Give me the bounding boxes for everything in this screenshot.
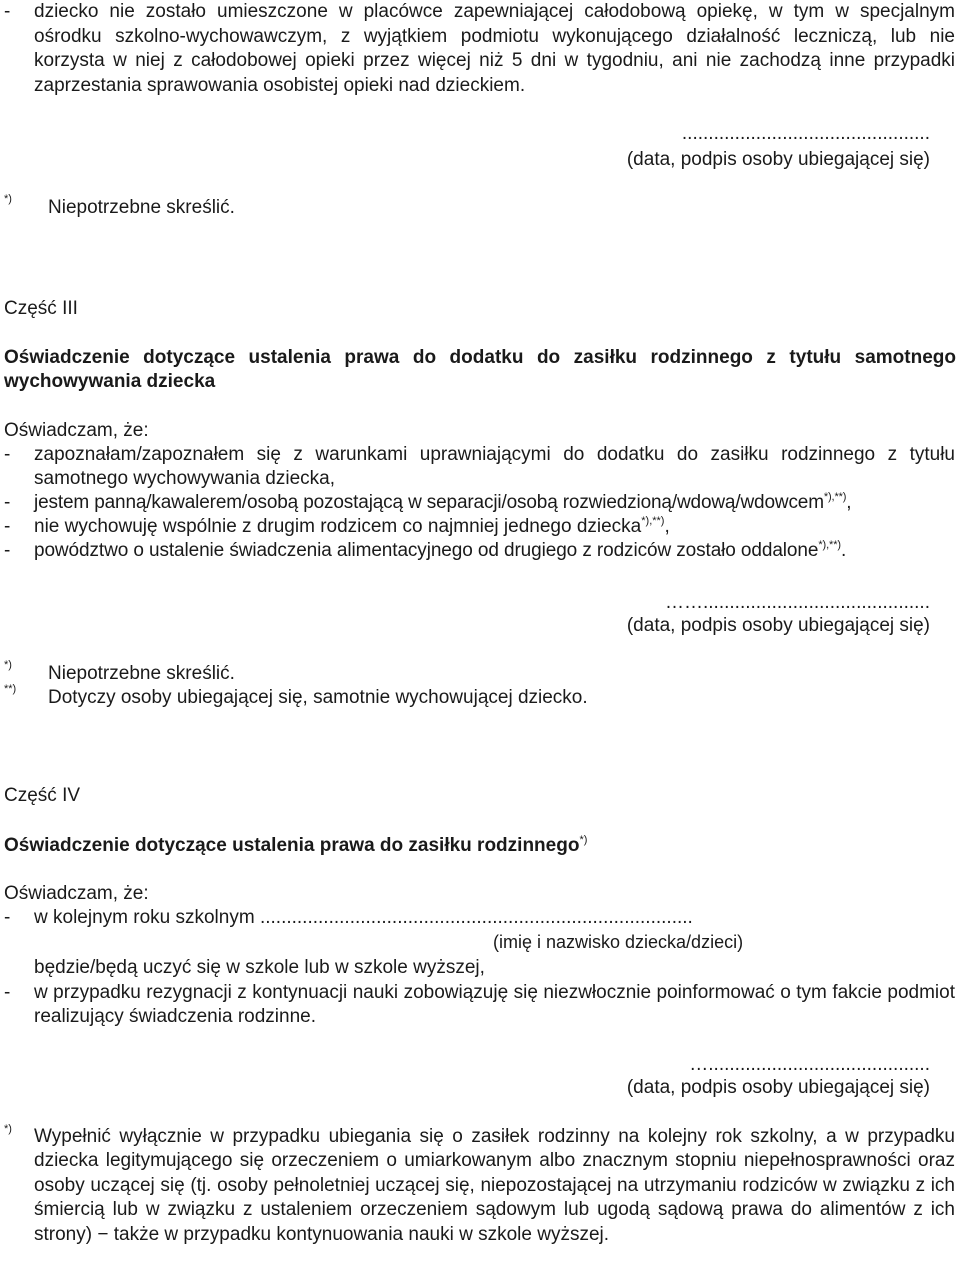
list-item-text: zapoznałam/zapoznałem się z warunkami uprawniającymi do dodatku do zasiłku rodzinnego z tytułu samotnego wychowywania dziecka, — [34, 444, 955, 489]
list-dash: - — [4, 907, 11, 928]
signature-dots: ……........................................... — [665, 592, 930, 613]
footnote-mark: *) — [4, 1123, 12, 1135]
part3-intro: Oświadczam, że: — [4, 420, 149, 441]
signature-label: (data, podpis osoby ubiegającej się) — [626, 615, 930, 636]
list-item — [34, 491, 955, 515]
list-item-text: jestem panną/kawalerem/osobą pozostającą w separacji/osobą rozwiedzioną/wdową/wdowcem — [34, 492, 824, 513]
part4-intro: Oświadczam, że: — [4, 883, 149, 904]
list-item-tail: , — [846, 492, 852, 513]
footnote-text: Dotyczy osoby ubiegającej się, samotnie wychowującej dziecko. — [48, 687, 588, 708]
list-dash: - — [4, 516, 11, 537]
list-item-text: powództwo o ustalenie świadczenia alimentacyjnego od drugiego z rodziców zostało oddalone — [34, 540, 819, 561]
part3-list — [0, 443, 960, 563]
footnote-text: Wypełnić wyłącznie w przypadku ubiegania się o zasiłek rodzinny na kolejny rok szkolny, a w przypadku dziecka legitymującego się orzeczeniem o umiarkowanym albo znacznym stopniu niepełnosprawności oraz osoby uczącej się (tj. osoby pełnoletniej uczącej się, niepozostającej na utrzymaniu rodziców w związku z ich śmiercią lub w związku z ustaleniem orzeczeniem sądowym lub ugodą sądową prawa do alimentów z ich strony) − także w przypadku kontynuowania nauki w szkole wyższej. — [34, 1126, 955, 1245]
list-item-tail: . — [840, 540, 847, 561]
list-dash: - — [4, 492, 11, 513]
footnote-ref: *),**) — [641, 514, 665, 527]
list-item — [34, 515, 955, 539]
part3-title: Oświadczenie dotyczące ustalenia prawa do dodatku do zasiłku rodzinnego z tytułu samotnego wychowywania dziecka — [4, 347, 956, 392]
part3-heading: Część III — [4, 298, 78, 319]
footnote-mark: *) — [4, 193, 12, 205]
list-item-text: nie wychowuję wspólnie z drugim rodzicem co najmniej jednego dziecka — [34, 516, 642, 537]
footnote-ref: *),**) — [818, 538, 841, 551]
footnote-text: Niepotrzebne skreślić. — [48, 197, 235, 218]
part4-heading: Część IV — [4, 785, 81, 806]
signature-dots: ….......................................... — [689, 1054, 930, 1075]
footnote-mark: **) — [4, 683, 17, 695]
footnote-ref: *) — [579, 833, 588, 846]
top-list-item — [0, 0, 960, 100]
field-caption: (imię i nazwisko dziecka/dzieci) — [493, 932, 744, 952]
signature-label: (data, podpis osoby ubiegającej się) — [626, 149, 930, 170]
part4-title-text: Oświadczenie dotyczące ustalenia prawa do zasiłku rodzinnego — [4, 835, 580, 856]
part4-title — [4, 834, 587, 858]
signature-dots: ............................................... — [681, 123, 930, 144]
list-dash: - — [4, 982, 11, 1003]
school-year-item: w kolejnym roku szkolnym .................................................................................. — [34, 907, 693, 928]
list-item — [34, 539, 955, 563]
list-item-tail: , — [664, 516, 670, 537]
footnote-mark: *) — [4, 659, 12, 671]
footnote-text: Niepotrzebne skreślić. — [48, 663, 235, 684]
list-item-text: w przypadku rezygnacji z kontynuacji nauki zobowiązuję się niezwłocznie poinformować o tym fakcie podmiot realizujący świadczenia rodzinne. — [34, 982, 955, 1027]
footnote-ref: *),**) — [823, 490, 847, 503]
list-dash: - — [4, 540, 11, 561]
list-dash: - — [4, 444, 11, 465]
signature-label: (data, podpis osoby ubiegającej się) — [626, 1077, 930, 1098]
list-item-text: dziecko nie zostało umieszczone w placówce zapewniającej całodobową opiekę, w tym w specjalnym ośrodku szkolno-wychowawczym, z wyjątkiem podmiotu wykonującego działalność leczniczą, lub nie korzysta w niej z całodobowej opieki przez więcej niż 5 dni w tygodniu, ani nie zachodzą inne przypadki zaprzestania sprawowania osobistej opieki nad dzieckiem. — [34, 1, 955, 96]
list-dash: - — [4, 1, 11, 22]
school-year-cont: będzie/będą uczyć się w szkole lub w szkole wyższej, — [34, 957, 485, 978]
